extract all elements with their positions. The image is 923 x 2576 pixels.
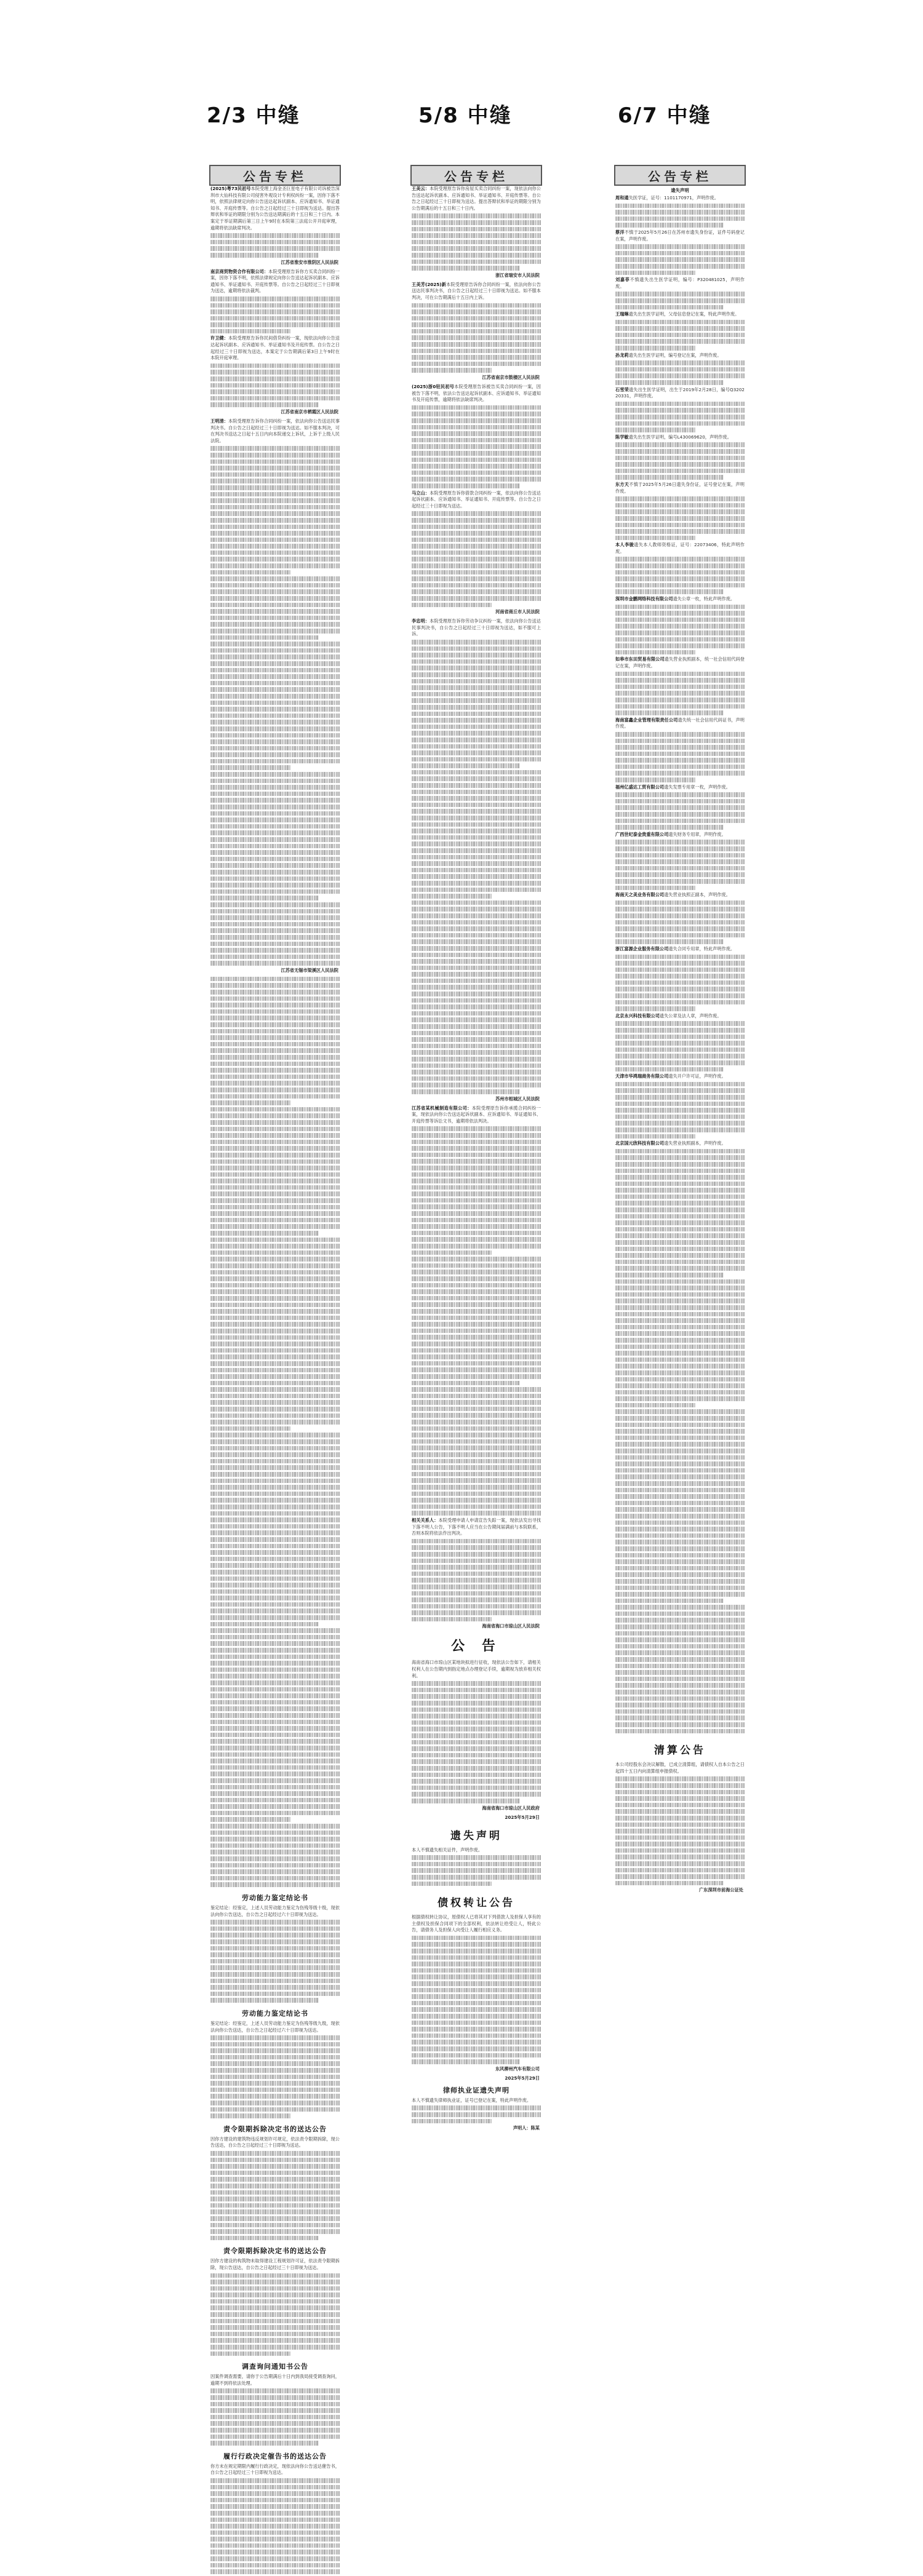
notice-item: 天津市华鸿瑞商务有限公司遗失开户许可证，声明作废。 bbox=[615, 1073, 726, 1079]
section-title: 调查询问通知书公告 bbox=[242, 2363, 308, 2371]
notice-item: 刘嘉菲不慎遗失出生医学证明，编号：P320481025，声明作废。 bbox=[615, 277, 745, 289]
notice-item: 许卫健：本院受理原告诉你民间借贷纠纷一案，现依法向你公告送达起诉状副本、应诉通知书、举证通知书及开庭传票。自公告之日起经过三十日即视为送达，本案定于公告期满后第3日上午9时在本院开庭审理。 bbox=[210, 335, 340, 361]
section-title: 责令限期拆除决定书的送达公告 bbox=[223, 2125, 327, 2133]
column-title-1: 2/3 中缝 bbox=[207, 103, 300, 128]
notice-item: 深圳市金鹏网络科技有限公司遗失公章一枚，特此声明作废。 bbox=[615, 596, 735, 602]
announcement-date: 2025年5月29日 bbox=[505, 1814, 540, 1820]
notice-signature: 海南省海口市琼山区人民法院 bbox=[482, 1623, 540, 1629]
notice-item: 蔡洋不慎于2025年5月26日在苏州市遗失身份证，证件号码登记在案，声明作废。 bbox=[615, 229, 745, 242]
announcement-title: 公 告 bbox=[451, 1639, 501, 1655]
notice-item: 孙龙莉遗失出生医学证明，编号登记在案，声明作废。 bbox=[615, 352, 722, 358]
notice-item: 东方天不慎于2025年5月26日遗失身份证，证号登记在案，声明作废。 bbox=[615, 481, 745, 494]
notice-item: 海南富鑫企业管理有限责任公司遗失统一社会信用代码证书，声明作废。 bbox=[615, 717, 745, 729]
section-text: 你方未在规定期限内履行行政决定，现依法向你公告送达催告书，自公告之日起经过三十日即视为送达。 bbox=[210, 2463, 340, 2476]
notice-item: 如皋市东田贸易有限公司遗失营业执照副本，统一社会信用代码登记在案，声明作废。 bbox=[615, 656, 745, 669]
notice-column-1 bbox=[209, 165, 341, 2476]
column-title-3: 6/7 中缝 bbox=[618, 103, 711, 128]
notice-item: 石雪荣遗失出生医学证明，出生于2019年2月28日，编号Q320220331，声明作废。 bbox=[615, 386, 745, 399]
section-text: 鉴定结论：经鉴定，上述人员劳动能力鉴定为伤残等级九级，现依法向你公告送达，自公告之日起经过六十日即视为送达。 bbox=[210, 2020, 340, 2033]
column-title-2: 5/8 中缝 bbox=[418, 103, 512, 128]
notice-column-3 bbox=[614, 165, 746, 2324]
notice-item: 广西世纪泰金贵重有限公司遗失财务专用章，声明作废。 bbox=[615, 831, 726, 837]
notice-signature: 江苏省南京市鼓楼区人民法院 bbox=[482, 375, 540, 381]
notice-signature: 江苏省无锡市梁溪区人民法院 bbox=[281, 967, 338, 973]
notice-item: (2025)浙0驻民初号本院受理原告诉被告买卖合同纠纷一案，因被告下落不明，依法公告送达起诉状副本、应诉通知书、举证通知书及开庭传票，逾期将依法缺席判决。 bbox=[412, 384, 541, 403]
section-title: 债权转让公告 bbox=[438, 1897, 515, 1910]
notice-item: 北京国元欣科技有限公司遗失营业执照副本，声明作废。 bbox=[615, 1140, 726, 1147]
notice-signature: 浙江省瑞安市人民法院 bbox=[495, 272, 540, 278]
notice-item: 李忠明：本院受理原告诉你劳动争议纠纷一案，依法向你公告送达民事判决书，自公告之日起经过三十日即视为送达，如不服可上诉。 bbox=[412, 618, 541, 637]
notice-column-2 bbox=[410, 165, 542, 2323]
section-title: 履行行政决定催告书的送达公告 bbox=[223, 2452, 327, 2460]
notice-item: 本人李骏遗失本人教师资格证，证号：22073406，特此声明作废。 bbox=[615, 542, 745, 554]
announcement-signature: 海南省海口市琼山区人民政府 bbox=[482, 1805, 540, 1811]
section-text: 鉴定结论：经鉴定，上述人员劳动能力鉴定为伤残等级十级，现依法向你公告送达，自公告之日起经过六十日即视为送达。 bbox=[210, 1905, 340, 1917]
notice-item: 王明清：本院受理原告诉你合同纠纷一案，依法向你公告送达民事判决书。自公告之日起经过三十日即视为送达。如不服本判决，可在判决书送达之日起十五日内向本院递交上诉状，上诉于上级人民法院。 bbox=[210, 418, 340, 443]
section-title: 劳动能力鉴定结论书 bbox=[242, 2009, 308, 2017]
section-title: 清算公告 bbox=[654, 1744, 706, 1757]
section-title: 遗失声明 bbox=[450, 1829, 502, 1842]
section-signature: 声明人：陈某 bbox=[513, 2125, 540, 2131]
section-text: 本公司经股东会决议解散，已成立清算组，请债权人自本公告之日起四十五日内向清算组申报债权。 bbox=[615, 1762, 745, 1774]
notice-item: 陈学敏遗失出生医学证明，编号L430069620，声明作废。 bbox=[615, 434, 732, 440]
notice-signature: 江苏省南京市栖霞区人民法院 bbox=[281, 409, 338, 415]
notice-item: 南京商贸物资合作有限公司：本院受理原告诉你方买卖合同纠纷一案，因你下落不明，依照法律规定向你公告送达起诉状副本、应诉通知书、举证通知书、开庭传票等。自公告之日起经过三十日即视为送达，逾期将依法裁判。 bbox=[210, 268, 340, 294]
notice-item: 海南天之美业务有限公司遗失营业执照正副本，声明作废。 bbox=[615, 892, 730, 898]
section-text: 本人不慎遗失律师执业证，证号已登记在案，特此声明作废。 bbox=[412, 2097, 532, 2103]
section-text: 因案件调查需要，请你于公告期满后十日内到我局接受调查询问，逾期不到将依法处理。 bbox=[210, 2374, 340, 2386]
section-text: 因你方建设的建筑物违反规划许可规定，依法责令限期拆除，现公告送达，自公告之日起经过三十日即视为送达。 bbox=[210, 2136, 340, 2149]
column-header: 公告专栏 bbox=[410, 165, 542, 186]
section-text: 根据债权转让协议，原债权人已将其对下列借款人及担保人享有的主债权及担保合同项下的全部权利，依法转让给受让人，特此公告，请债务人及担保人向受让人履行相应义务。 bbox=[412, 1914, 541, 1933]
section-signature: 东风柳州汽车有限公司 bbox=[495, 2065, 540, 2072]
notice-item: 周和通失医学证，证号：1101170971，声明作废。 bbox=[615, 195, 719, 201]
section-text: 因你方建设的构筑物未取得建设工程规划许可证，依法责令限期拆除，现公告送达，自公告之日起经过三十日即视为送达。 bbox=[210, 2258, 340, 2270]
notice-signature: 河南省商丘市人民法院 bbox=[495, 609, 540, 615]
column-header: 公告专栏 bbox=[209, 165, 341, 186]
section-title: 律师执业证遗失声明 bbox=[443, 2086, 509, 2094]
column-subheader: 遗失声明 bbox=[671, 188, 689, 193]
notice-signature: 苏州市相城区人民法院 bbox=[495, 1095, 540, 1102]
notice-item: 福州亿盛达工贸有限公司遗失发票专用章一枚，声明作废。 bbox=[615, 784, 730, 790]
notice-item: 浙江富源企业服务有限公司遗失合同专用章，特此声明作废。 bbox=[615, 945, 735, 952]
section-signature: 广东深圳市前海公证处 bbox=[699, 1887, 743, 1893]
notice-item: 王美云：本院受理原告诉你房屋买卖合同纠纷一案，现依法向你公告送达起诉状副本、应诉通知书、举证通知书、开庭传票等。自公告之日起经过三十日即视为送达。提出答辩状和举证的期限分别为公告期满后的十五日和三十日内。 bbox=[412, 186, 541, 211]
section-title: 责令限期拆除决定书的送达公告 bbox=[223, 2247, 327, 2256]
notice-item: 王瑞琳遗失出生医学证明，父母信息登记在案，特此声明作废。 bbox=[615, 311, 740, 317]
notice-item: (2025)粤73民初号本院受理上海金圣巨星电子有限公司诉被告深圳市大仙科技有限公司侵害外观设计专利权纠纷一案，因你下落不明，依照法律规定向你公告送达起诉状副本、应诉通知书、举证通知书、开庭传票等。自公告之日起经过三十日即视为送达。提出答辩状和举证的期限分别为公告送达期满后的十五日和三十日内。本案定于举证期满后第三日上午9时在本院第三法庭公开开庭审理，逾期将依法缺席判决。 bbox=[210, 186, 340, 231]
announcement-text: 海南省海口市琼山区某地块拟进行征收，现依法公告如下，请相关权利人在公告期内到指定地点办理登记手续，逾期视为放弃相关权利。 bbox=[412, 1660, 541, 1679]
notice-item: 江苏省某机械制造有限公司：本院受理原告诉你承揽合同纠纷一案，现依法向你公告送达起诉状副本、应诉通知书、举证通知书、开庭传票等诉讼文书，逾期将依法判决。 bbox=[412, 1105, 541, 1124]
section-text: 本人不慎遗失相关证件，声明作废。 bbox=[412, 1847, 483, 1853]
notice-item: 王美芳(2025)新本院受理原告诉你合同纠纷一案，依法向你公告送达民事判决书，自公告之日起经过三十日即视为送达。如不服本判决，可在公告期满后十五日内上诉。 bbox=[412, 281, 541, 300]
notice-item: 马立山：本院受理原告诉你借款合同纠纷一案，依法向你公告送达起诉状副本、应诉通知书、举证通知书、开庭传票等。自公告之日起经过三十日即视为送达。 bbox=[412, 490, 541, 509]
section-title: 劳动能力鉴定结论书 bbox=[242, 1894, 308, 1902]
notice-item: 北京永兴科技有限公司遗失公章及法人章，声明作废。 bbox=[615, 1012, 722, 1019]
notice-item: 相关关系人：本院受理申请人申请宣告失踪一案，现依法发出寻找下落不明人公告，下落不明人应当在公告期间届满前与本院联系，否则本院将依法作出判决。 bbox=[412, 1517, 541, 1536]
column-header: 公告专栏 bbox=[614, 165, 746, 186]
section-date: 2025年5月29日 bbox=[505, 2075, 540, 2081]
notice-signature: 江苏省淮安市淮阴区人民法院 bbox=[281, 259, 338, 265]
